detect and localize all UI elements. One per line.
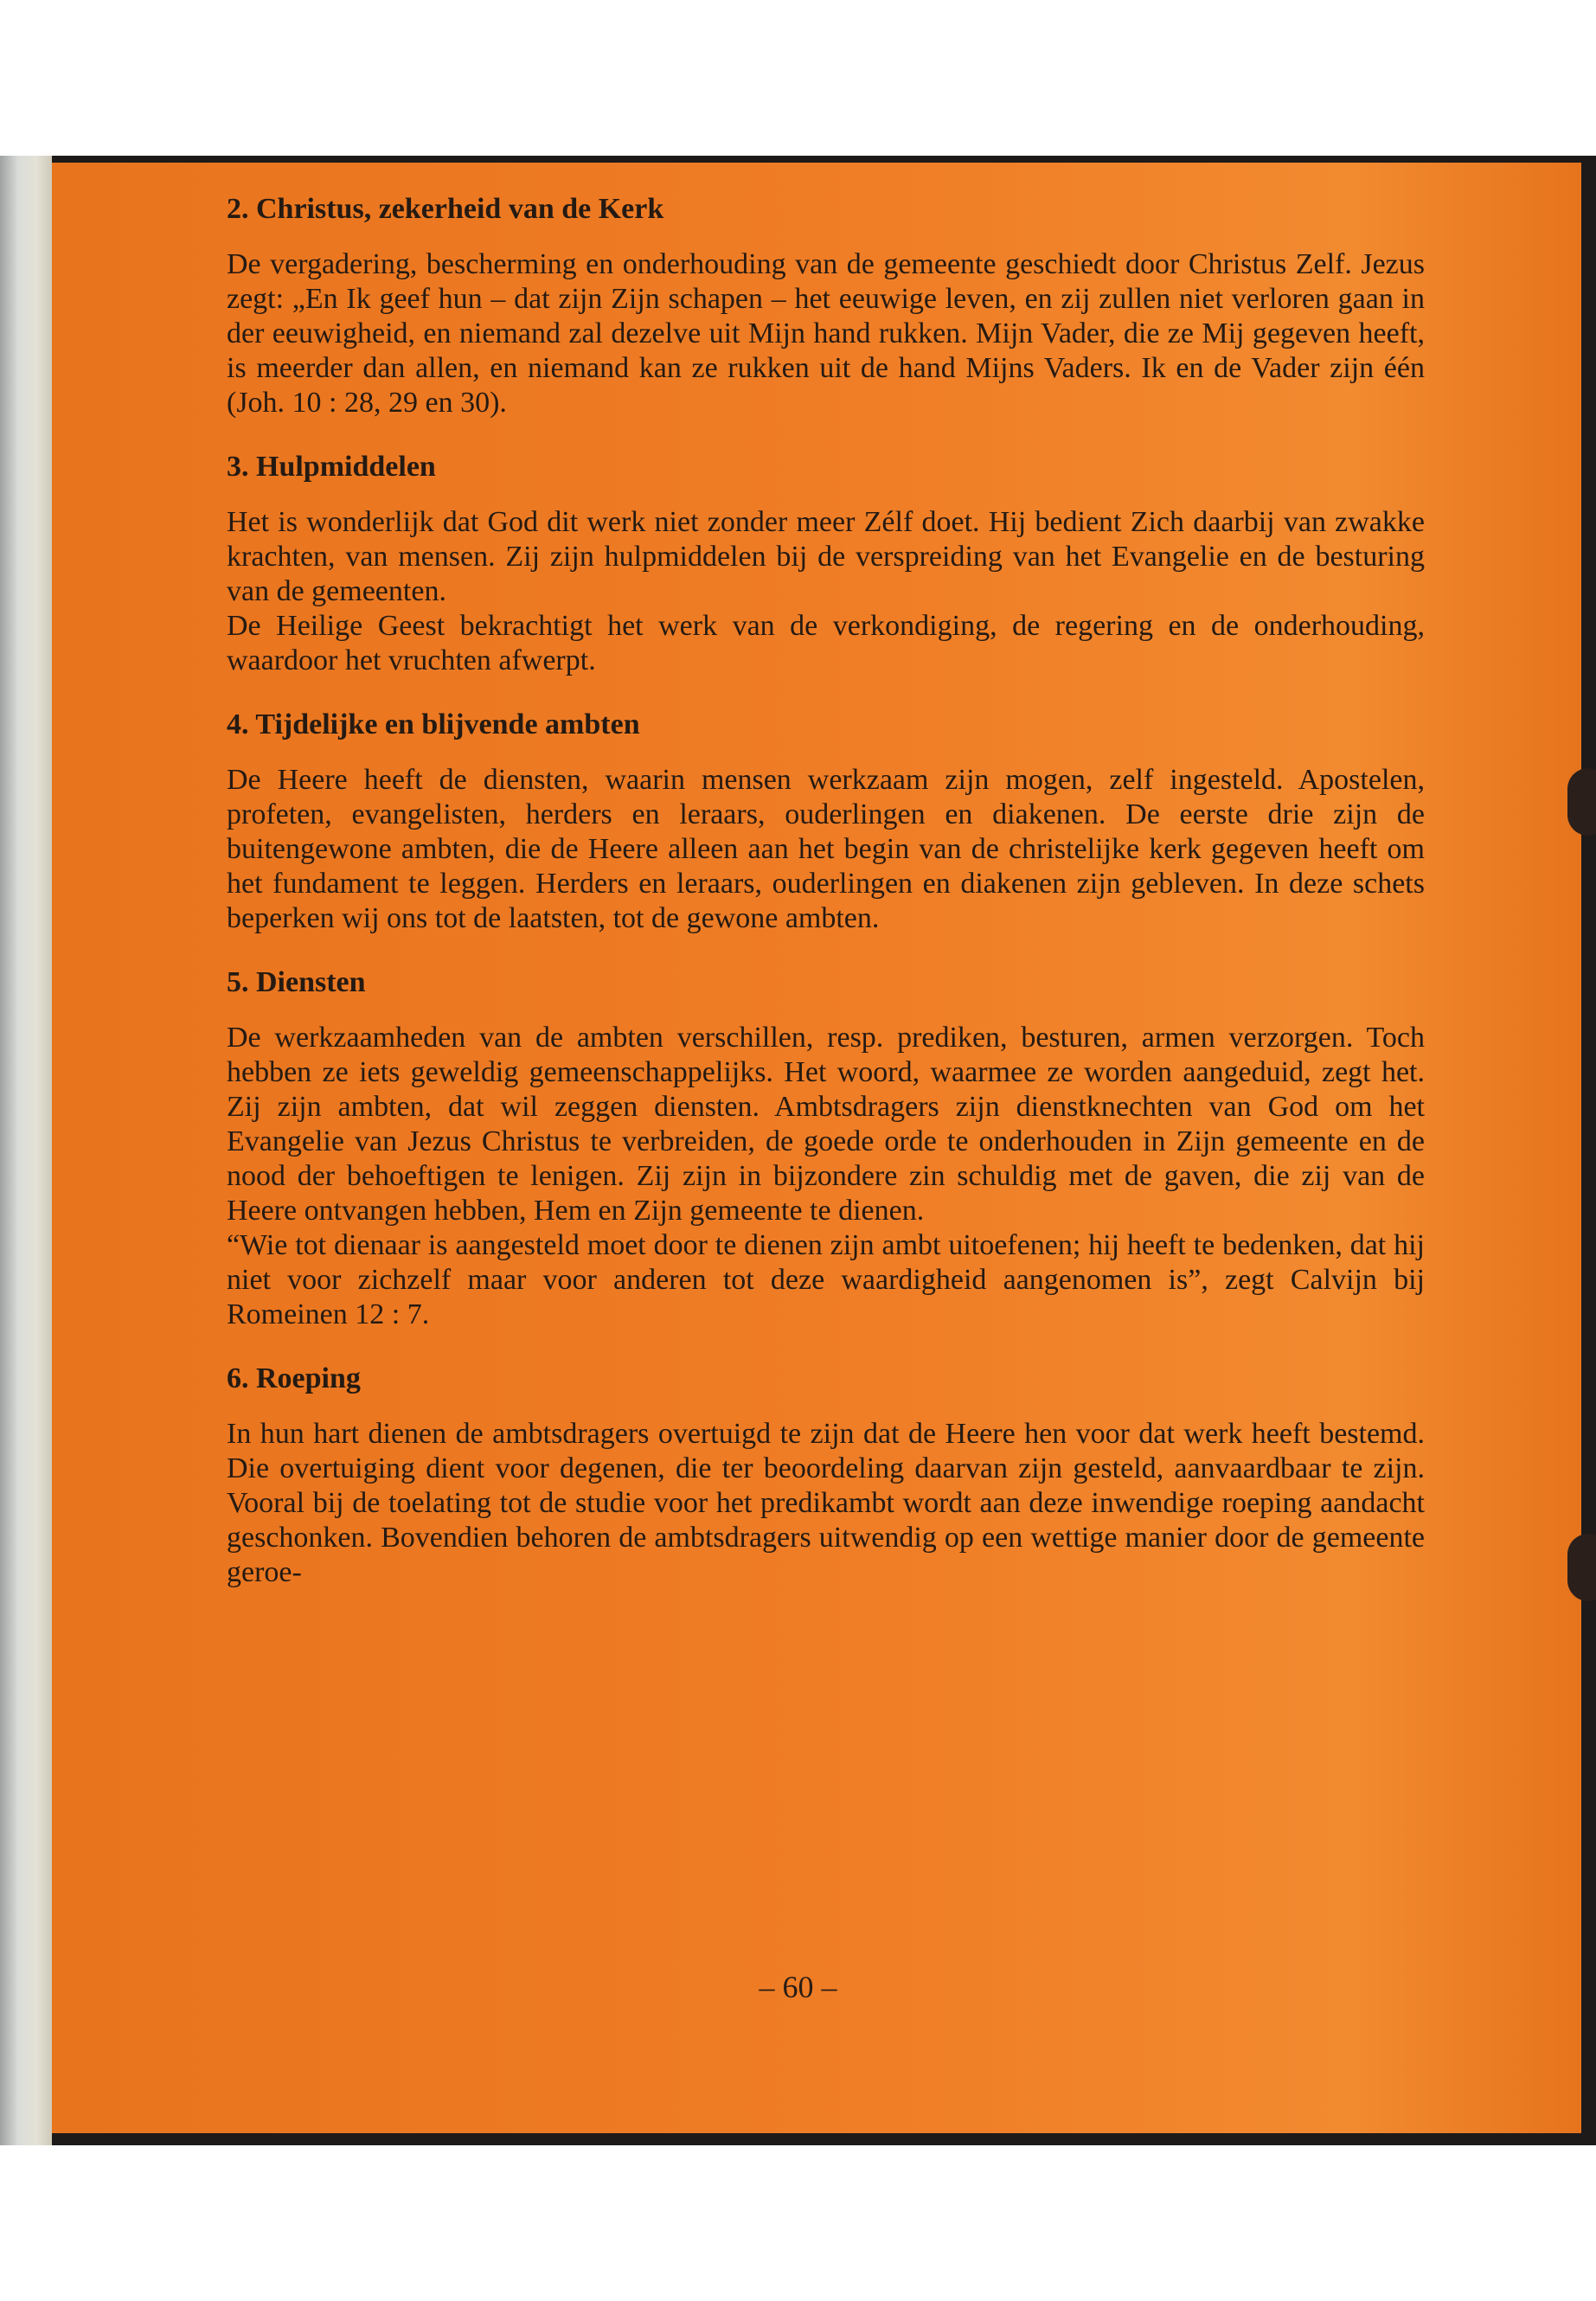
section-heading: 2. Christus, zekerheid van de Kerk: [227, 193, 664, 225]
binder-hole-bottom: [1567, 1534, 1596, 1601]
section-paragraph: In hun hart dienen de ambtsdragers overtuigd te zijn dat de Heere hen voor dat werk heeft bestemd. Die overtuiging dient voor degenen, die ter beoordeling daarvan zijn gesteld, aanvaardbaar te zijn. Vooral bij de toelating tot de studie voor het predikambt wordt aan deze inwendige roeping aandacht geschonken. Bovendien behoren de ambtsdragers uitwendig op een wettige manier door de gemeente geroe-: [227, 1418, 1425, 1588]
section-hulpmiddelen: [227, 450, 1425, 678]
section-heading: 4. Tijdelijke en blijvende ambten: [227, 708, 640, 740]
section-paragraph: De Heere heeft de diensten, waarin mensen werkzaam zijn mogen, zelf ingesteld. Apostelen, profeten, evangelisten, herders en leraars, ouderlingen en diakenen. De eerste drie zijn de buitengewone ambten, die de Heere alleen aan het begin van de christelijke kerk gegeven heeft om het fundament te leggen. Herders en leraars, ouderlingen en diakenen zijn gebleven. In deze schets beperken wij ons tot de laatsten, tot de gewone ambten.: [227, 764, 1425, 934]
section-christus: [227, 192, 1425, 420]
section-ambten: [227, 708, 1425, 936]
section-paragraph: Het is wonderlijk dat God dit werk niet zonder meer Zélf doet. Hij bedient Zich daarbij van zwakke krachten, van mensen. Zij zijn hulpmiddelen bij de verspreiding van het Evangelie en de besturing van de gemeenten.: [227, 506, 1425, 607]
section-paragraph: De Heilige Geest bekrachtigt het werk van de verkondiging, de regering en de onderhouding, waardoor het vruchten afwerpt.: [227, 610, 1425, 676]
section-paragraph: De vergadering, bescherming en onderhouding van de gemeente geschiedt door Christus Zelf. Jezus zegt: „En Ik geef hun – dat zijn Zijn schapen – het eeuwige leven, en zij zullen niet verloren gaan in der eeuwigheid, en niemand zal dezelve uit Mijn hand rukken. Mijn Vader, die ze Mij gegeven heeft, is meerder dan allen, en niemand kan ze rukken uit de hand Mijns Vaders. Ik en de Vader zijn één (Joh. 10 : 28, 29 en 30).: [227, 248, 1425, 419]
section-heading: 3. Hulpmiddelen: [227, 451, 436, 483]
binder-hole-top: [1567, 768, 1596, 836]
page-stack-edge: [0, 156, 52, 2145]
section-heading: 6. Roeping: [227, 1362, 361, 1394]
page-number: – 60 –: [759, 1970, 837, 2004]
section-heading: 5. Diensten: [227, 966, 366, 998]
section-diensten: [227, 965, 1425, 1332]
section-paragraph: De werkzaamheden van de ambten verschillen, resp. prediken, besturen, armen verzorgen. Toch hebben ze iets geweldig gemeenschappelijks. Het woord, waarmee ze worden aangeduid, zegt het. Zij zijn ambten, dat wil zeggen diensten. Ambtsdragers zijn dienstknechten van God om het Evangelie van Jezus Christus te verbreiden, de goede orde te onderhouden in Zijn gemeente en de nood der behoeftigen te lenigen. Zij zijn in bijzondere zin schuldig met de gaven, die zij van de Heere ontvangen hebben, Hem en Zijn gemeente te dienen.: [227, 1022, 1425, 1227]
section-roeping: [227, 1362, 1425, 1590]
section-paragraph: “Wie tot dienaar is aangesteld moet door te dienen zijn ambt uitoefenen; hij heeft te bedenken, dat hij niet voor zichzelf maar voor anderen tot deze waardigheid aangenomen is”, zegt Calvijn bij Romeinen 12 : 7.: [227, 1229, 1425, 1330]
page-content: [227, 192, 1425, 1619]
